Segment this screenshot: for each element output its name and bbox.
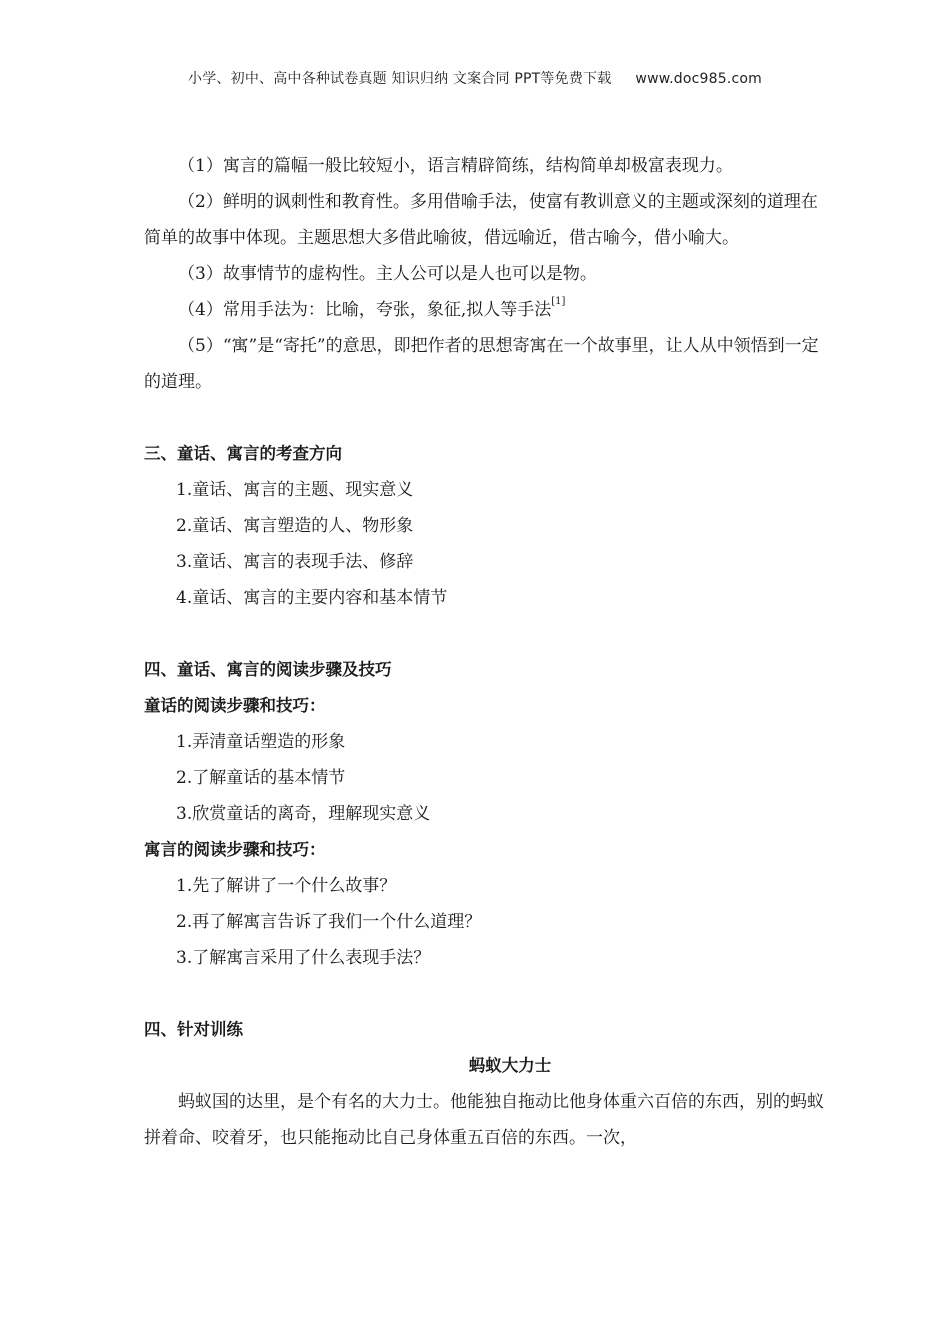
feature-4 <box>144 292 824 328</box>
section-3-item: 2.童话、寓言塑造的人、物形象 <box>176 516 414 536</box>
fable-step: 3.了解寓言采用了什么表现手法？ <box>176 948 431 968</box>
fairy-tale-heading: 童话的阅读步骤和技巧： <box>144 696 326 715</box>
fable-step: 1.先了解讲了一个什么故事？ <box>176 876 397 896</box>
page-header <box>0 68 950 88</box>
feature-3: （3）故事情节的虚构性。主人公可以是人也可以是物。 <box>178 264 597 284</box>
section-3-item: 1.童话、寓言的主题、现实意义 <box>176 480 414 500</box>
story-title: 蚂蚁大力士 <box>468 1056 552 1075</box>
section-3-item: 4.童话、寓言的主要内容和基本情节 <box>176 588 448 608</box>
footnote-marker[interactable]: [1] <box>551 296 566 307</box>
story-paragraph: 蚂蚁国的达里，是个有名的大力士。他能独自拖动比他身体重六百倍的东西，别的蚂蚁拼着命、咬着牙，也只能拖动比自己身体重五百倍的东西。一次， <box>144 1092 824 1148</box>
header-text: 小学、初中、高中各种试卷真题 知识归纳 文案合同 PPT等免费下载 <box>188 71 612 87</box>
header-site: www.doc985.com <box>635 71 762 87</box>
feature-2: （2）鲜明的讽刺性和教育性。多用借喻手法，使富有教训意义的主题或深刻的道理在简单的故事中体现。主题思想大多借此喻彼，借远喻近，借古喻今，借小喻大。 <box>144 192 818 248</box>
feature-1: （1）寓言的篇幅一般比较短小，语言精辟简练，结构简单却极富表现力。 <box>178 156 733 176</box>
fable-heading: 寓言的阅读步骤和技巧： <box>144 840 326 859</box>
section-3-heading: 三、童话、寓言的考查方向 <box>144 444 342 463</box>
fairy-tale-step: 3.欣赏童话的离奇，理解现实意义 <box>176 804 431 824</box>
feature-4-text: （4）常用手法为：比喻，夸张，象征,拟人等手法 <box>178 300 552 320</box>
section-4-heading: 四、童话、寓言的阅读步骤及技巧 <box>144 660 392 679</box>
document-body <box>144 148 824 1156</box>
section-3-item: 3.童话、寓言的表现手法、修辞 <box>176 552 414 572</box>
fairy-tale-step: 2.了解童话的基本情节 <box>176 768 346 788</box>
feature-5: （5）“寓”是“寄托”的意思，即把作者的思想寄寓在一个故事里，让人从中领悟到一定的道理。 <box>144 336 819 392</box>
fable-step: 2.再了解寓言告诉了我们一个什么道理？ <box>176 912 482 932</box>
fairy-tale-step: 1.弄清童话塑造的形象 <box>176 732 346 752</box>
section-5-heading: 四、针对训练 <box>144 1020 243 1039</box>
